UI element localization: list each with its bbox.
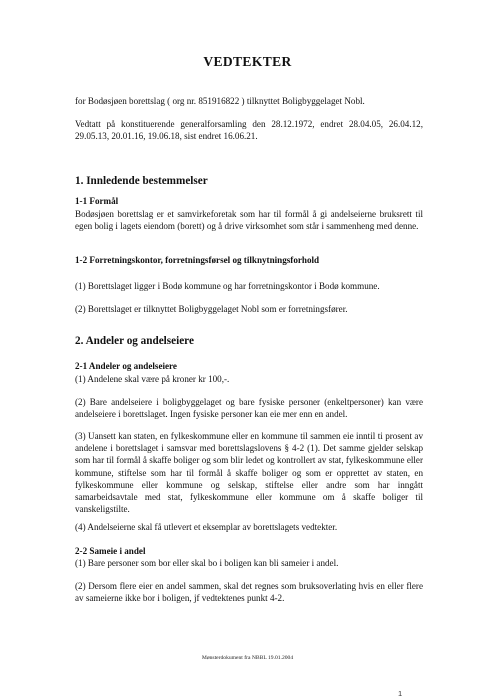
section-2-2-p2: (2) Dersom flere eier en andel sammen, skal det regnes som bruksoverlating hvis en eller flere av sameierne ikke bor i boligen, jf vedtektenes punkt 4-2.	[75, 581, 423, 604]
page-number: 1	[398, 689, 403, 698]
section-2-heading: 2. Andeler og andelseiere	[75, 335, 194, 347]
section-2-1-heading: 2-1 Andeler og andelseiere	[75, 361, 177, 371]
section-2-2-p1: (1) Bare personer som bor eller skal bo i boligen kan bli sameier i andel.	[75, 558, 339, 568]
section-2-2-heading: 2-2 Sameie i andel	[75, 546, 146, 556]
section-1-1-heading: 1-1 Formål	[75, 196, 119, 206]
page-footer: Mønsterdokument fra NBBL 19.01.2004	[201, 655, 294, 661]
section-2-1-p3: (3) Uansett kan staten, en fylkeskommune eller en kommune til sammen eie inntil ti prosent av andelene i borettslaget i samsvar med borettslagslovens § 4-2 (1). Det samme gjelder selskap som har til formål å skaffe boliger og som blir ledet og kontrollert av stat, fylkeskommune eller kommune, stiftelse som har til formål å skaffe boliger og som er opprettet av staten, en fylkeskommune eller kommune og selskap, stiftelse eller andre som har inngått samarbeidsavtale med stat, fylkeskommune eller kommune om å skaffe boliger til vanskeligstilte.	[75, 431, 423, 515]
section-1-1-text: Bodøsjøen borettslag er et samvirkeforetak som har til formål å gi andelseierne bruksrett til egen bolig i lagets eiendom (borett) og å drive virksomhet som står i sammenheng med denne.	[75, 209, 423, 232]
intro-adopted: Vedtatt på konstituerende generalforsamling den 28.12.1972, endret 28.04.05, 26.04.12, 29.05.13, 20.01.16, 19.06.18, sist endret 16.06.21.	[75, 119, 423, 142]
section-1-2-heading: 1-2 Forretningskontor, forretningsførsel og tilknytningsforhold	[75, 255, 320, 265]
section-2-1-p1: (1) Andelene skal være på kroner kr 100,-.	[75, 374, 230, 384]
document-title: VEDTEKTER	[203, 54, 292, 69]
section-2-1-p4: (4) Andelseierne skal få utlevert et eksemplar av borettslagets vedtekter.	[75, 522, 338, 532]
section-1-heading: 1. Innledende bestemmelser	[75, 175, 208, 187]
section-1-2-p1: (1) Borettslaget ligger i Bodø kommune og har forretningskontor i Bodø kommune.	[75, 281, 380, 291]
section-2-1-p2: (2) Bare andelseiere i boligbyggelaget og bare fysiske personer (enkeltpersoner) kan være andelseiere i borettslaget. Ingen fysiske personer kan eie mer enn en andel.	[75, 397, 423, 420]
section-1-2-p2: (2) Borettslaget er tilknyttet Boligbyggelaget Nobl som er forretningsfører.	[75, 304, 348, 314]
intro-for-line: for Bodøsjøen borettslag ( org nr. 851916822 ) tilknyttet Boligbyggelaget Nobl.	[75, 96, 365, 106]
